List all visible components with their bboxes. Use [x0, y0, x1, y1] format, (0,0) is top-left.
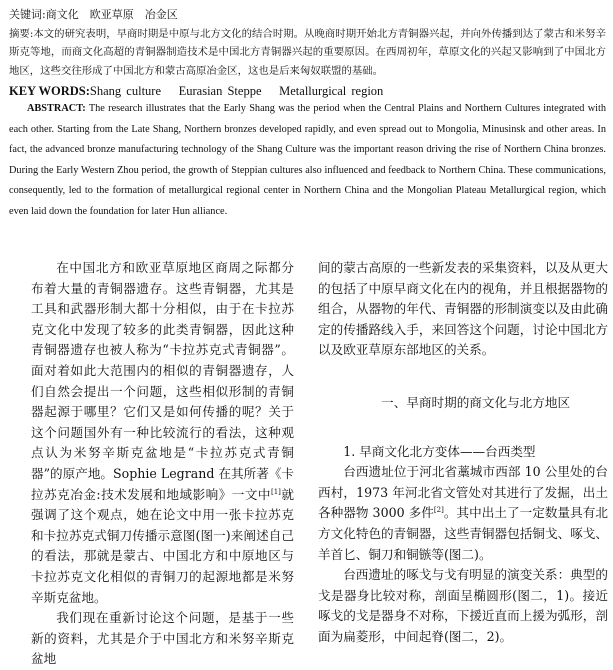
paragraph-text: 就强调了这个观点，她在论文中用一张卡拉苏克和卡拉苏克式铜刀传播示意图(图一)来阐述自己的看法，那就是蒙古、中国北方和中原地区与卡拉苏克文化相似的青铜刀的起源地都是米努辛斯克盆地。: [31, 486, 294, 605]
paragraph-text: 我们现在重新讨论这个问题，是基于一些新的资料，尤其是介于中国北方和米努辛斯克盆地: [31, 610, 294, 667]
paragraph-text: 。其中出土了一定数量具有北方文化特色的青铜器，这些青铜器包括铜戈、啄戈、羊首匕、铜刀和铜镞等(图二)。: [318, 505, 609, 562]
paragraph-text: 台西遗址位于河北省藁城市西部 10 公里处的台西村，1973 年河北省文管处对其进行了发掘，出土各种器物 3000 多件: [318, 464, 608, 521]
keywords-cn-terms: 商文化 欧亚草原 冶金区: [45, 8, 178, 21]
paragraph: [31, 608, 294, 670]
body-column-right: [318, 258, 608, 648]
abstract-en: [9, 99, 606, 223]
keywords-en: [9, 81, 383, 99]
citation: [1]: [271, 487, 281, 496]
paragraph: [318, 258, 608, 361]
keywords-cn-label: 关键词:: [9, 8, 46, 21]
abstract-cn: [9, 25, 606, 80]
abstract-en-label: ABSTRACT:: [27, 103, 86, 114]
keywords-en-terms: Shang culture Eurasian Steppe Metallurgical region: [89, 84, 384, 98]
paragraph: [318, 565, 608, 647]
paragraph-text: 台西遗址的啄戈与戈有明显的演变关系：典型的戈是器身比较对称，剖面呈椭圆形(图二，1)。接近啄戈的戈是器身不对称，下援近直而上援为弧形，剖面为扁菱形，中间起脊(图二，2)。: [318, 567, 608, 644]
body-column-left: [31, 258, 294, 670]
keywords-cn: [9, 6, 178, 22]
paragraph-text: 间的蒙古高原的一些新发表的采集资料，以及从更大的包括了中原早商文化在内的视角，并且根据器物的组合，从器物的年代、青铜器的形制演变以及由此确定的传播路线入手，来回答这个问题，讨论中国北方以及欧亚草原东部地区的关系。: [318, 260, 608, 358]
paragraph: [318, 462, 608, 565]
abstract-cn-label: 摘要:: [9, 28, 34, 40]
section-title: 一、早商时期的商文化与北方地区: [381, 394, 571, 410]
paragraph: [31, 258, 294, 608]
abstract-en-text: The research illustrates that the Early Shang was the period when the Central Plains and Northern Cultures integrated with each other. Starting from the Late Shang, Northern bronzes developed rapidly, and even spread out to Mongolia, Minusinsk and other areas. In fact, the advanced bronze manufacturing technology of the Shang Culture was the important reason driving the rise of Northern China bronzes. During the Early Western Zhou period, the growth of Steppian cultures also influenced and feedback to Northern China. These communications, consequently, led to the formation of metallurgical regional center in Northern China and the Mongolian Plateau Metallurgical region, which even laid down the foundation for later Hun alliance.: [9, 103, 607, 217]
abstract-cn-text: 本文的研究表明，早商时期是中原与北方文化的结合时期。从晚商时期开始北方青铜器兴起，并向外传播到达了蒙古和米努辛斯克等地，而商文化高超的青铜器制造技术是中国北方青铜器兴起的重要原因。在西周初年，草原文化的兴起又影响到了中国北方地区，这些交往形成了中国北方和蒙古高原冶金区，这也是后来匈奴联盟的基础。: [9, 28, 606, 77]
paragraph-text: 在中国北方和欧亚草原地区商周之际都分布着大量的青铜器遗存。这些青铜器，尤其是工具和武器形制大都十分相似，由于在卡拉苏克文化中发现了较多的此类青铜器，因此这种青铜器遗存也被人称为“卡拉苏克式青铜器”。面对着如此大范围内的相似的青铜器遗存，人们自然会提出一个问题，这些相似形制的青铜器起源于哪里？它们又是如何传播的呢？关于这个问题国外有一种比较流行的看法，这种观点认为米努辛斯克盆地是“卡拉苏克式青铜器”的原产地。Sophie Legrand 在其所著《卡拉苏克冶金:技术发展和地域影响》一文中: [31, 260, 295, 502]
citation: [2]: [433, 506, 444, 515]
subsection-title: 1. 早商文化北方变体——台西类型: [343, 443, 536, 459]
keywords-en-label: KEY WORDS:: [9, 84, 90, 98]
